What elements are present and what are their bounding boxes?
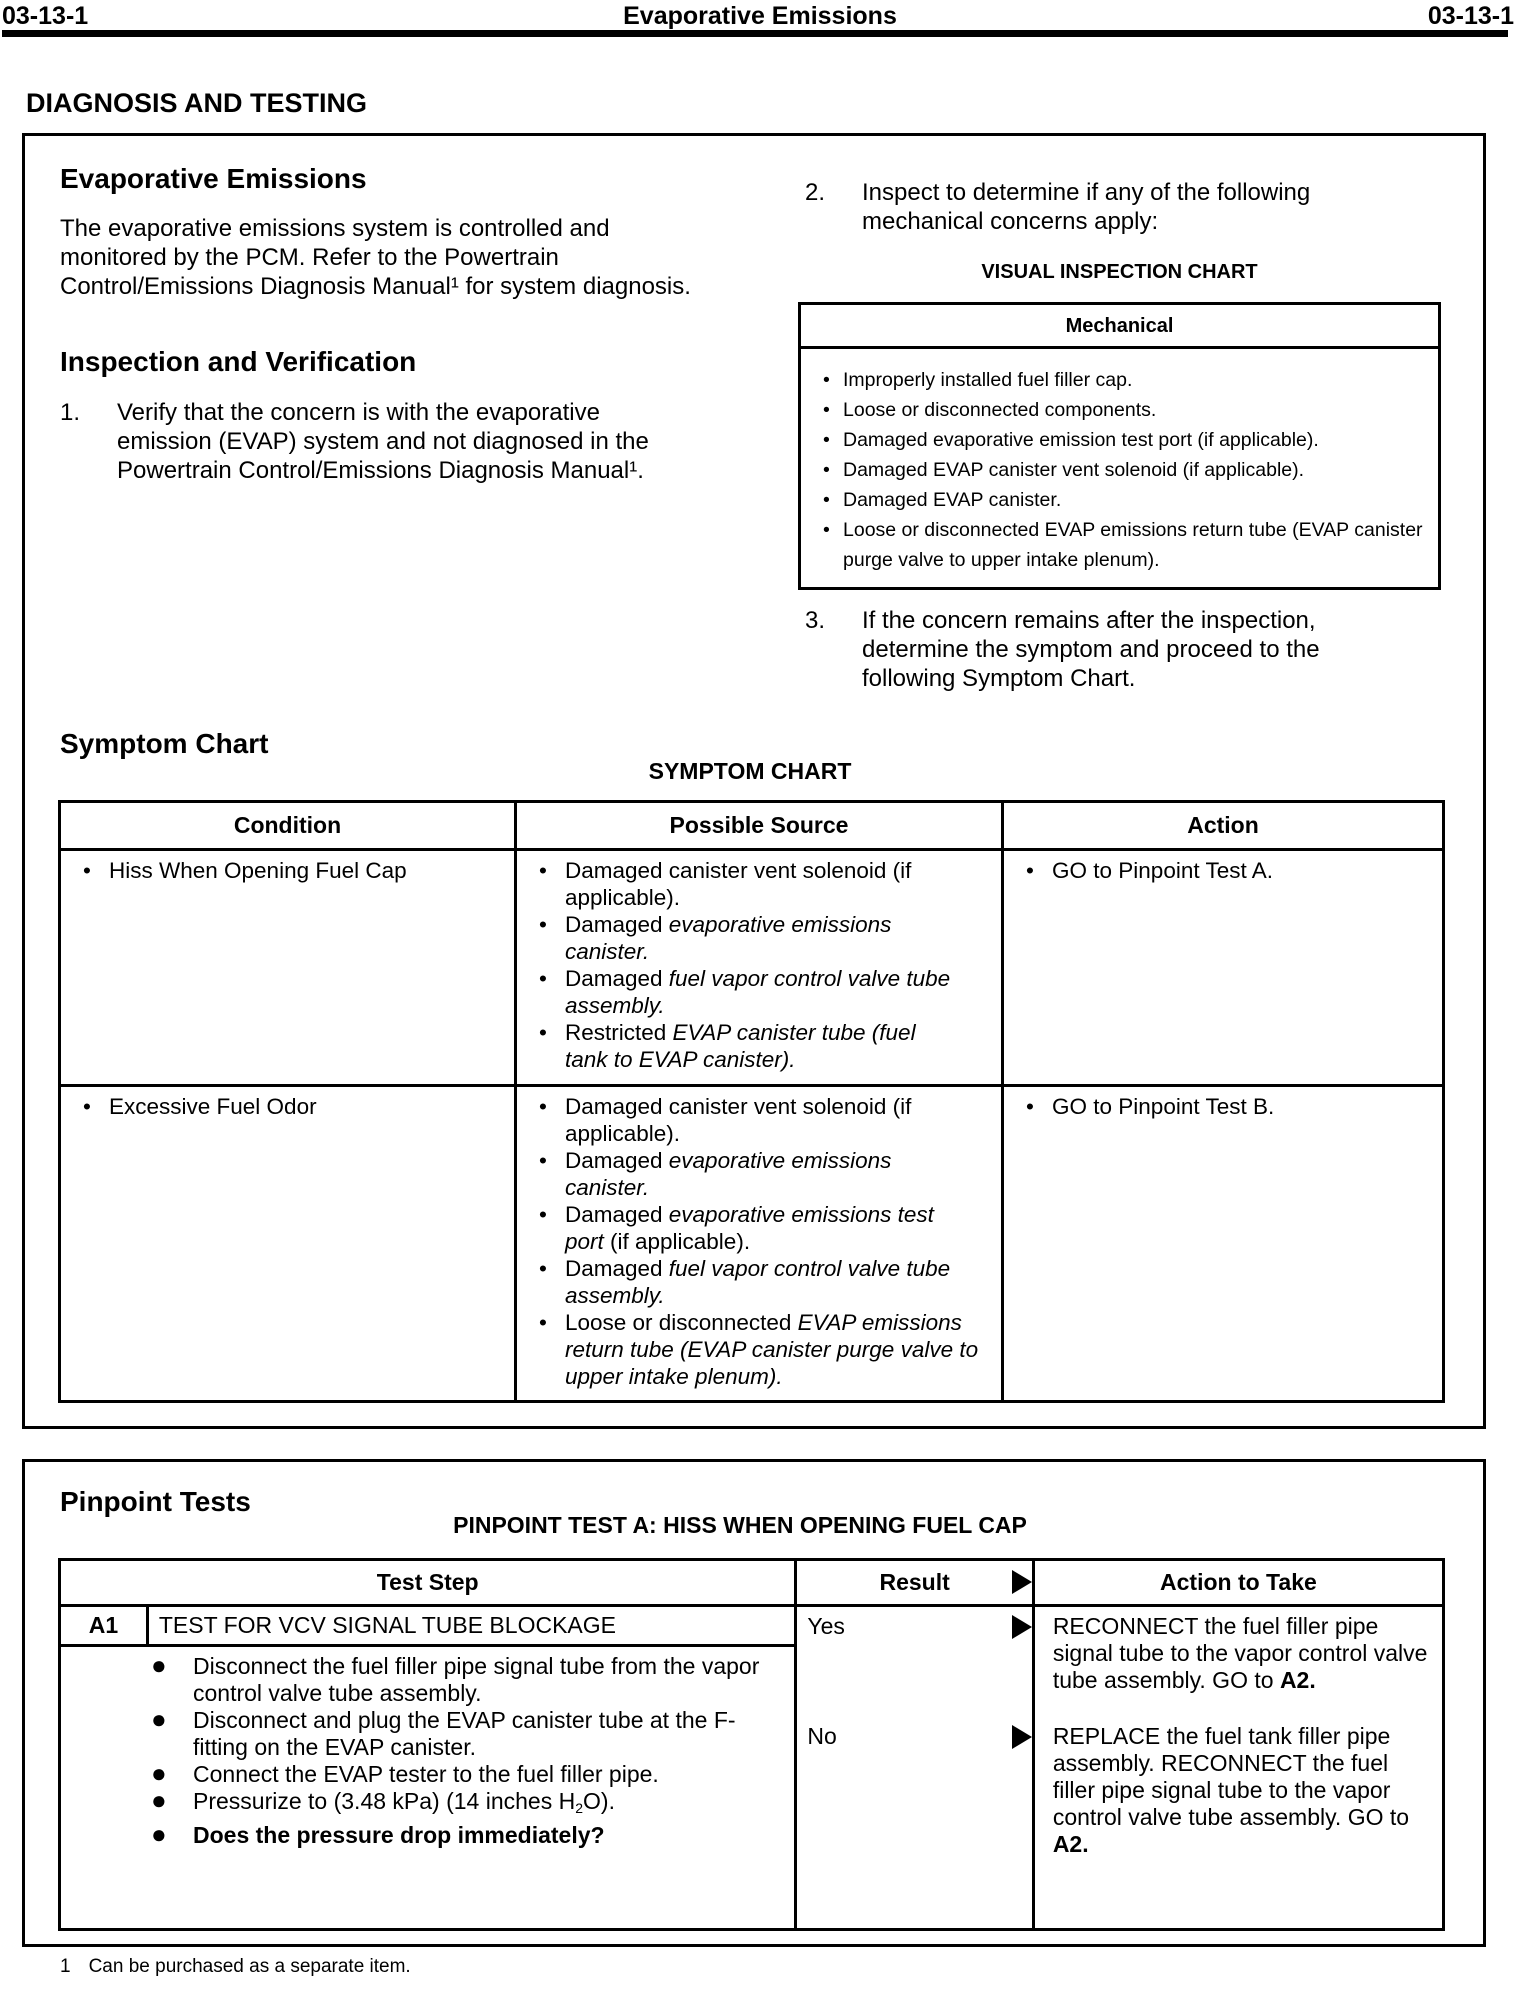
footnote-number: 1 <box>60 1956 71 1977</box>
step-id: A1 <box>60 1606 148 1646</box>
list-item: • Damaged EVAP canister. <box>823 485 1438 515</box>
column-header-action: Action to Take <box>1033 1560 1443 1606</box>
intro-heading: Evaporative Emissions <box>60 163 367 194</box>
action-cell: • GO to Pinpoint Test A. <box>1003 850 1444 1086</box>
inspection-heading: Inspection and Verification <box>60 346 417 377</box>
step-number: 3. <box>805 607 826 634</box>
bullet-icon: • <box>1026 1094 1034 1119</box>
symptom-table <box>58 800 1445 1403</box>
table-row <box>60 850 1444 1086</box>
bullet-icon: • <box>538 858 547 883</box>
bullet-icon: • <box>823 459 830 481</box>
mechanical-list <box>801 349 1438 575</box>
bullet-icon: • <box>538 1202 547 1227</box>
bullet-icon: • <box>83 858 91 883</box>
source-cell: • Damaged canister vent solenoid (if applicable). • Damaged evaporative emissions canister. • Damaged evaporative emissions test port (if applicable). • Damaged fuel vapor control valve tube assembly. • Loose or disconnected EVAP emissions return tube (EVAP canister purge valve to upper intake plenum). <box>515 1086 1002 1402</box>
source-cell: • Damaged canister vent solenoid (if applicable). • Damaged evaporative emissions canister. • Damaged fuel vapor control valve tube assembly. • Restricted EVAP canister tube (fuel tank to EVAP canister). <box>515 850 1002 1086</box>
column-header-action: Action <box>1003 802 1444 850</box>
bullet-icon: • <box>823 369 830 391</box>
step-text: Verify that the concern is with the evaporative emission (EVAP) system and not diagnosed in the Powertrain Control/Emissions Diagnosis Manual¹. <box>117 399 649 484</box>
section-title: DIAGNOSIS AND TESTING <box>26 88 368 118</box>
list-item: • Loose or disconnected components. <box>823 395 1438 425</box>
list-item: • Damaged evaporative emission test port (if applicable). <box>823 425 1438 455</box>
bullet-icon: ● <box>151 1758 167 1788</box>
pinpoint-test-caption: PINPOINT TEST A: HISS WHEN OPENING FUEL CAP <box>453 1512 1027 1538</box>
bullet-icon: • <box>83 1094 91 1119</box>
bullet-icon: ● <box>151 1785 167 1815</box>
pinpoint-test-table <box>58 1558 1445 1931</box>
action-no: REPLACE the fuel tank filler pipe assembly. RECONNECT the fuel filler pipe signal tube to the vapor control valve tube assembly. GO to A2. <box>1052 1723 1410 1857</box>
symptom-heading: Symptom Chart <box>60 728 269 759</box>
symptom-chart-caption: SYMPTOM CHART <box>648 758 852 784</box>
visual-chart-caption: VISUAL INSPECTION CHART <box>981 261 1258 283</box>
bullet-icon: • <box>538 1020 547 1045</box>
page-number-left: 03-13-1 <box>2 2 89 30</box>
action-yes: RECONNECT the fuel filler pipe signal tube to the vapor control valve tube assembly. GO to A2. <box>1052 1613 1428 1693</box>
bullet-icon: • <box>538 1094 547 1119</box>
bullet-icon: ● <box>151 1704 167 1734</box>
bullet-icon: • <box>1026 858 1034 883</box>
intro-paragraph: The evaporative emissions system is controlled and monitored by the PCM. Refer to the Powertrain Control/Emissions Diagnosis Manual¹ for system diagnosis. <box>60 215 691 300</box>
action-cell: • GO to Pinpoint Test B. <box>1003 1086 1444 1402</box>
condition-cell: • Excessive Fuel Odor <box>60 1086 516 1402</box>
pinpoint-heading: Pinpoint Tests <box>60 1486 251 1517</box>
column-header-test-step: Test Step <box>60 1560 796 1606</box>
list-item: • Damaged EVAP canister vent solenoid (if applicable). <box>823 455 1438 485</box>
page-number-right: 03-13-1 <box>1427 2 1514 30</box>
action-cell <box>1033 1606 1443 1930</box>
table-row <box>60 1086 1444 1402</box>
bullet-icon: • <box>823 519 830 541</box>
header-rule <box>2 30 1508 37</box>
result-no: No <box>807 1723 1021 1750</box>
table-header-row <box>60 1560 1444 1606</box>
result-cell <box>796 1606 1033 1930</box>
column-header-condition: Condition <box>60 802 516 850</box>
visual-inspection-table <box>798 302 1441 590</box>
test-instructions: ● Disconnect the fuel filler pipe signal tube from the vapor control valve tube assembly. ● Disconnect and plug the EVAP canister tube at the F-fitting on the EVAP canister. ● Connect the EVAP tester to the fuel filler pipe. ● Pressurize to (3.48 kPa) (14 inches $H_2O$). ● Does the pressure drop immediately? <box>60 1646 796 1930</box>
arrow-right-icon <box>1012 1615 1032 1639</box>
table-header-row <box>60 802 1444 850</box>
step-number: 2. <box>805 179 826 206</box>
footnote-text: Can be purchased as a separate item. <box>88 1956 411 1977</box>
bullet-icon: • <box>538 1148 547 1173</box>
bullet-icon: • <box>538 912 547 937</box>
table-row <box>60 1606 1444 1646</box>
list-item: • Loose or disconnected EVAP emissions return tube (EVAP canister purge valve to upper intake plenum). <box>823 515 1438 575</box>
bullet-icon: • <box>823 489 830 511</box>
result-yes: Yes <box>807 1613 1021 1723</box>
bullet-icon: • <box>538 1310 547 1335</box>
step-text: Inspect to determine if any of the following mechanical concerns apply: <box>862 179 1311 235</box>
bullet-icon: ● <box>151 1650 167 1680</box>
step-text: If the concern remains after the inspection, determine the symptom and proceed to the following Symptom Chart. <box>862 607 1320 692</box>
bullet-icon: • <box>538 966 547 991</box>
step-number: 1. <box>60 399 81 426</box>
column-header-possible-source: Possible Source <box>515 802 1002 850</box>
bullet-icon: • <box>823 399 830 421</box>
page-header-title: Evaporative Emissions <box>623 2 897 30</box>
arrow-right-icon <box>1012 1725 1032 1749</box>
column-header-result: Result <box>796 1560 1033 1606</box>
bullet-icon: • <box>823 429 830 451</box>
step-title: TEST FOR VCV SIGNAL TUBE BLOCKAGE <box>147 1606 796 1646</box>
bullet-icon: ● <box>151 1819 167 1849</box>
list-item: • Improperly installed fuel filler cap. <box>823 365 1438 395</box>
arrow-right-icon <box>1012 1570 1032 1594</box>
bullet-icon: • <box>538 1256 547 1281</box>
column-header-mechanical: Mechanical <box>801 305 1438 349</box>
condition-cell: • Hiss When Opening Fuel Cap <box>60 850 516 1086</box>
footnote <box>60 1956 411 1978</box>
